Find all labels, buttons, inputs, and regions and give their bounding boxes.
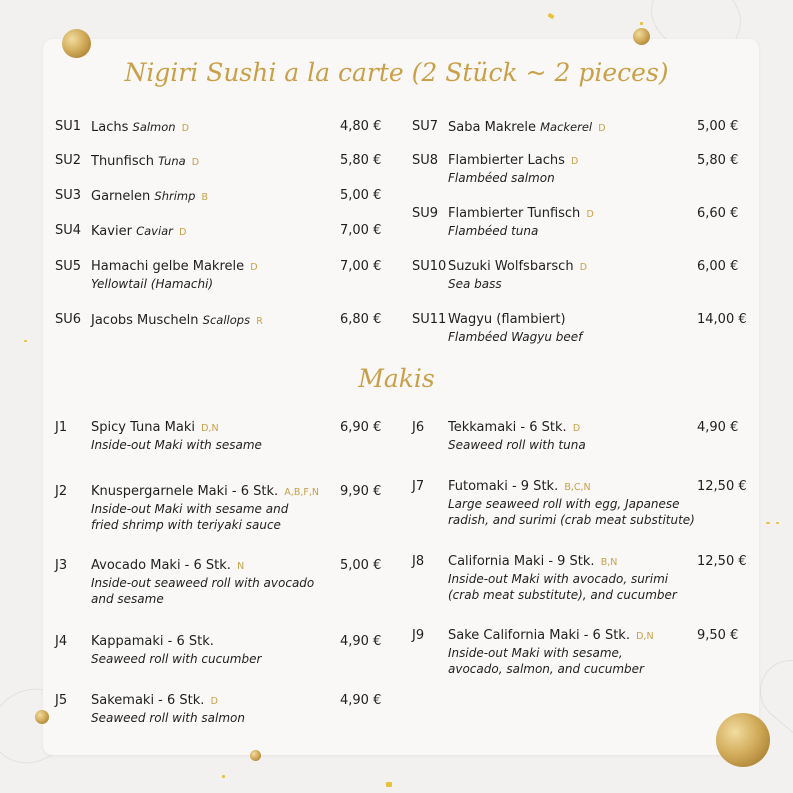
item-name <box>448 553 617 572</box>
item-price: 5,80 € <box>340 153 382 168</box>
item-description <box>91 710 245 726</box>
item-name <box>91 692 218 711</box>
item-description <box>448 329 582 345</box>
item-description <box>91 575 314 607</box>
item-description <box>91 651 261 667</box>
item-german-name: Garnelen <box>91 189 151 204</box>
item-code: SU8 <box>412 153 439 168</box>
item-price: 9,50 € <box>697 628 739 643</box>
item-code: SU9 <box>412 206 439 221</box>
item-description-line: Flambéed tuna <box>448 224 539 238</box>
item-german-name: Suzuki Wolfsbarsch <box>448 259 574 274</box>
item-name <box>91 152 199 172</box>
allergen-codes: B,N <box>600 557 618 568</box>
item-name <box>448 419 580 438</box>
item-description-line: Flambéed Wagyu beef <box>448 330 583 344</box>
item-code: SU6 <box>55 312 82 327</box>
item-code: J8 <box>412 554 425 569</box>
gold-fleck <box>222 775 225 778</box>
item-english-name: Mackerel <box>540 120 593 134</box>
item-code: SU10 <box>412 259 447 274</box>
item-english-name: Tuna <box>158 154 186 168</box>
item-name <box>448 152 578 171</box>
item-description-line: Yellowtail (Hamachi) <box>91 277 214 291</box>
item-german-name: Jacobs Muscheln <box>91 313 199 328</box>
item-code: SU2 <box>55 153 82 168</box>
allergen-codes: D <box>181 123 190 134</box>
item-description <box>448 571 677 603</box>
item-name <box>448 118 606 138</box>
item-price: 12,50 € <box>697 554 747 569</box>
item-code: J2 <box>55 484 68 499</box>
item-german-name: Sake California Maki - 6 Stk. <box>448 628 630 643</box>
gold-fleck <box>24 340 27 342</box>
item-price: 5,00 € <box>340 558 382 573</box>
item-price: 5,80 € <box>697 153 739 168</box>
gold-dot-decoration <box>62 29 91 58</box>
item-code: SU11 <box>412 312 447 327</box>
item-code: J4 <box>55 634 68 649</box>
gold-dot-decoration <box>716 713 770 767</box>
item-german-name: Kavier <box>91 224 132 239</box>
item-description-line: Large seaweed roll with egg, Japanese <box>448 497 680 511</box>
item-german-name: California Maki - 9 Stk. <box>448 554 595 569</box>
item-name <box>91 311 263 331</box>
item-english-name: Caviar <box>136 224 173 238</box>
item-code: SU4 <box>55 223 82 238</box>
item-description-line: Inside-out Maki with sesame <box>91 438 262 452</box>
allergen-codes: D <box>179 227 187 238</box>
item-price: 6,80 € <box>340 312 382 327</box>
item-german-name: Flambierter Tunfisch <box>448 206 581 221</box>
item-description <box>91 501 288 533</box>
item-price: 4,80 € <box>340 119 382 134</box>
item-price: 4,90 € <box>340 634 382 649</box>
allergen-codes: D <box>571 156 579 167</box>
allergen-codes: B <box>201 192 209 203</box>
item-german-name: Saba Makrele <box>448 120 536 135</box>
item-german-name: Spicy Tuna Maki <box>91 420 195 435</box>
item-price: 7,00 € <box>340 259 382 274</box>
item-german-name: Sakemaki - 6 Stk. <box>91 693 205 708</box>
item-code: SU7 <box>412 119 439 134</box>
item-german-name: Knuspergarnele Maki - 6 Stk. <box>91 484 279 499</box>
item-description-line: avocado, salmon, and cucumber <box>448 662 644 676</box>
item-german-name: Hamachi gelbe Makrele <box>91 259 245 274</box>
item-code: J7 <box>412 479 425 494</box>
item-description-line: and sesame <box>91 592 164 606</box>
item-german-name: Kappamaki - 6 Stk. <box>91 634 214 649</box>
item-code: J9 <box>412 628 425 643</box>
allergen-codes: A,B,F,N <box>284 487 319 498</box>
item-description-line: (crab meat substitute), and cucumber <box>448 588 677 602</box>
item-name <box>448 627 654 646</box>
item-price: 5,00 € <box>697 119 739 134</box>
item-name <box>91 557 244 576</box>
gold-fleck <box>776 522 779 524</box>
item-code: SU3 <box>55 188 82 203</box>
item-description <box>448 437 586 453</box>
item-german-name: Thunfisch <box>91 154 155 169</box>
item-description-line: Seaweed roll with salmon <box>91 711 245 725</box>
item-price: 9,90 € <box>340 484 382 499</box>
item-code: SU1 <box>55 119 82 134</box>
item-description-line: Seaweed roll with cucumber <box>91 652 262 666</box>
item-description-line: Sea bass <box>448 277 502 291</box>
item-name <box>91 118 189 138</box>
makis-section-title: Makis <box>358 364 435 393</box>
item-description-line: Inside-out Maki with sesame and <box>91 502 289 516</box>
item-description-line: fried shrimp with teriyaki sauce <box>91 518 281 532</box>
item-description <box>448 223 538 239</box>
item-german-name: Tekkamaki - 6 Stk. <box>448 420 567 435</box>
item-price: 12,50 € <box>697 479 747 494</box>
item-english-name: Shrimp <box>154 189 196 203</box>
item-name <box>448 311 566 329</box>
item-price: 4,90 € <box>697 420 739 435</box>
item-german-name: Flambierter Lachs <box>448 153 565 168</box>
item-name <box>448 258 587 277</box>
item-description <box>448 276 502 292</box>
gold-fleck <box>547 13 554 19</box>
item-description-line: Flambéed salmon <box>448 171 555 185</box>
allergen-codes: R <box>256 316 263 327</box>
item-german-name: Avocado Maki - 6 Stk. <box>91 558 231 573</box>
item-english-name: Scallops <box>202 313 251 327</box>
item-description <box>448 645 644 677</box>
item-code: J1 <box>55 420 68 435</box>
allergen-codes: B,C,N <box>564 482 591 493</box>
item-description <box>91 276 213 292</box>
item-price: 7,00 € <box>340 223 382 238</box>
item-name <box>91 258 258 277</box>
item-name <box>91 483 319 502</box>
allergen-codes: D <box>210 696 218 707</box>
item-description <box>91 437 262 453</box>
item-price: 5,00 € <box>340 188 382 203</box>
allergen-codes: N <box>237 561 245 572</box>
gold-dot-decoration <box>35 710 49 724</box>
item-name <box>91 187 208 207</box>
item-name <box>91 222 186 242</box>
item-code: J6 <box>412 420 425 435</box>
item-german-name: Futomaki - 9 Stk. <box>448 479 559 494</box>
item-description-line: radish, and surimi (crab meat substitute) <box>448 513 695 527</box>
gold-dot-decoration <box>633 28 650 45</box>
allergen-codes: D <box>579 262 588 273</box>
gold-dot-decoration <box>250 750 261 761</box>
allergen-codes: D <box>598 123 606 134</box>
item-name <box>448 478 591 497</box>
allergen-codes: D <box>250 262 258 273</box>
item-name <box>91 419 219 438</box>
item-code: SU5 <box>55 259 82 274</box>
item-price: 6,60 € <box>697 206 739 221</box>
allergen-codes: D <box>572 423 581 434</box>
item-price: 4,90 € <box>340 693 382 708</box>
gold-fleck <box>766 522 770 524</box>
item-description-line: Inside-out Maki with avocado, surimi <box>448 572 669 586</box>
item-german-name: Wagyu (flambiert) <box>448 312 566 327</box>
item-description-line: Seaweed roll with tuna <box>448 438 586 452</box>
item-code: J3 <box>55 558 68 573</box>
allergen-codes: D,N <box>201 423 219 434</box>
item-name <box>91 633 214 651</box>
allergen-codes: D,N <box>636 631 654 642</box>
item-price: 14,00 € <box>697 312 747 327</box>
item-name <box>448 205 594 224</box>
allergen-codes: D <box>191 157 200 168</box>
item-code: J5 <box>55 693 68 708</box>
gold-fleck <box>640 22 643 25</box>
item-german-name: Lachs <box>91 120 129 135</box>
gold-fleck <box>386 782 392 787</box>
item-price: 6,00 € <box>697 259 739 274</box>
item-price: 6,90 € <box>340 420 382 435</box>
item-description-line: Inside-out seaweed roll with avocado <box>91 576 315 590</box>
nigiri-section-title: Nigiri Sushi a la carte (2 Stück ~ 2 pieces) <box>124 58 669 87</box>
item-description <box>448 496 695 528</box>
item-description <box>448 170 555 186</box>
allergen-codes: D <box>586 209 594 220</box>
item-english-name: Salmon <box>132 120 176 134</box>
item-description-line: Inside-out Maki with sesame, <box>448 646 623 660</box>
